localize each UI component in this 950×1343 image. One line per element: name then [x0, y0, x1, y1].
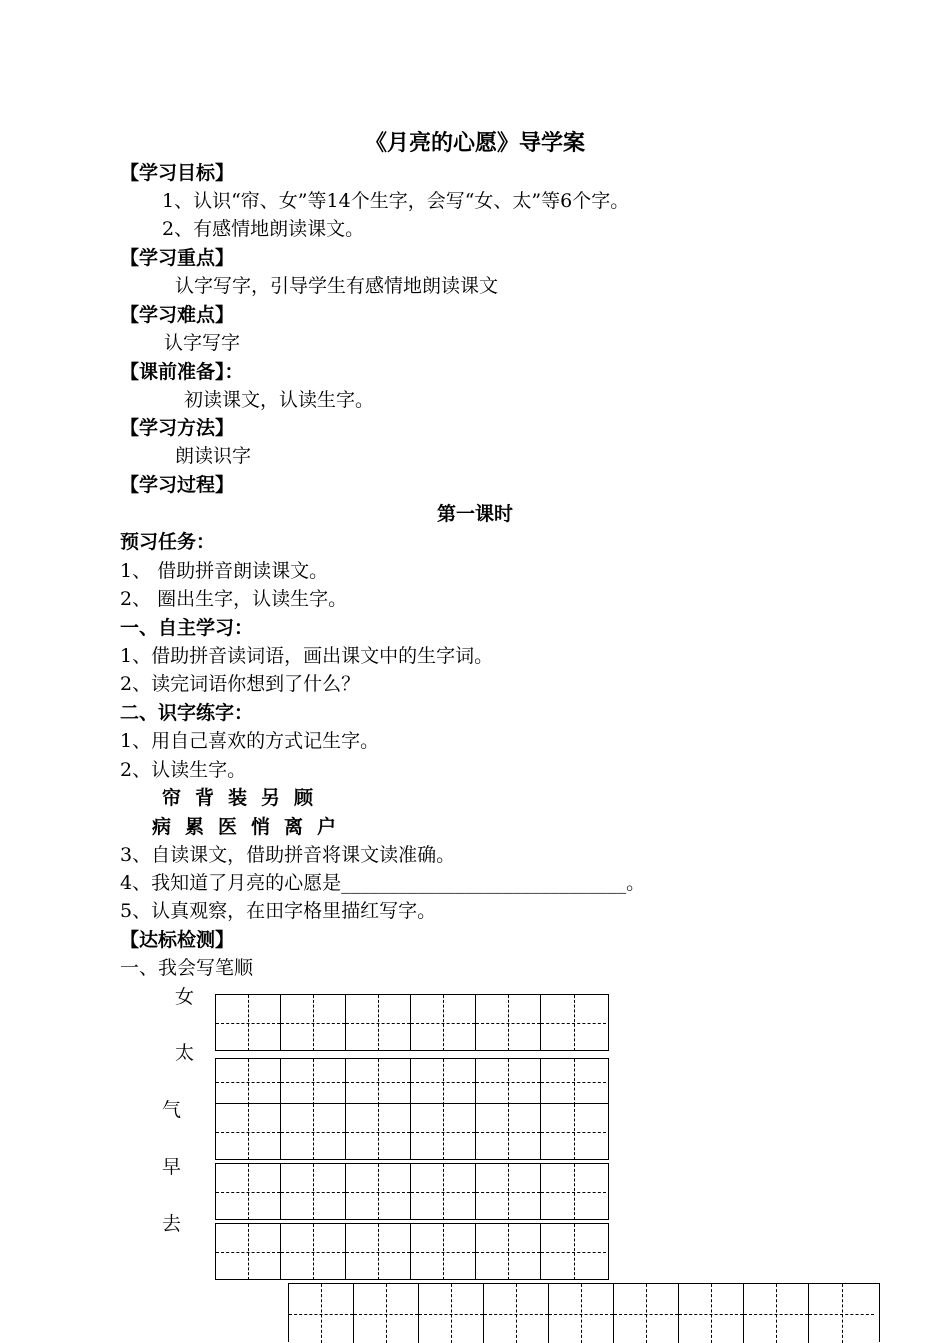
writing-grid-row[interactable] [215, 1058, 609, 1104]
writing-grid-row[interactable] [288, 1283, 880, 1342]
practice-char-label: 太 [175, 1042, 195, 1064]
writing-grid-row[interactable] [215, 1103, 609, 1160]
new-chars-row-1: 帘背装另顾 [162, 787, 328, 809]
preview-heading: 预习任务： [120, 531, 216, 553]
process-heading: 【学习过程】 [120, 474, 235, 496]
grid-cell[interactable] [281, 1164, 346, 1220]
grid-cell[interactable] [346, 1059, 411, 1105]
literacy-item-5: 5、认真观察，在田字格里描红写字。 [120, 900, 437, 922]
lesson-heading: 第一课时 [436, 503, 513, 525]
prep-heading: 【课前准备】： [120, 361, 244, 383]
grid-cell[interactable] [614, 1284, 679, 1343]
writing-grid-row[interactable] [215, 1163, 609, 1220]
grid-cell[interactable] [411, 1059, 476, 1105]
grid-cell[interactable] [476, 1224, 541, 1280]
grid-cell[interactable] [541, 1224, 606, 1280]
literacy-item-4: 4、我知道了月亮的心愿是______________________________。 [120, 872, 646, 894]
grid-cell[interactable] [744, 1284, 809, 1343]
grid-cell[interactable] [216, 1059, 281, 1105]
grid-cell[interactable] [476, 1059, 541, 1105]
check-heading: 【达标检测】 [120, 929, 235, 951]
goal-1: 1、认识“帘、女”等14个生字，会写“女、太”等6个字。 [162, 190, 630, 212]
new-chars-row-2: 病累医悄离户 [152, 816, 351, 838]
writing-grid-row[interactable] [215, 994, 609, 1051]
grid-cell[interactable] [679, 1284, 744, 1343]
grid-cell[interactable] [411, 1224, 476, 1280]
grid-cell[interactable] [476, 1164, 541, 1220]
stroke-order-heading: 一、我会写笔顺 [120, 957, 254, 979]
practice-char-label: 早 [162, 1156, 182, 1178]
grid-cell[interactable] [281, 1059, 346, 1105]
literacy-heading: 二、识字练字： [120, 702, 254, 724]
preview-item-2: 2、 圈出生字，认读生字。 [120, 588, 348, 610]
grid-cell[interactable] [411, 1164, 476, 1220]
grid-cell[interactable] [216, 1164, 281, 1220]
prep-text: 初读课文，认读生字。 [184, 389, 375, 411]
difficulty-text: 认字写字 [164, 332, 241, 354]
grid-cell[interactable] [541, 1104, 606, 1160]
grid-cell[interactable] [346, 1164, 411, 1220]
grid-cell[interactable] [419, 1284, 484, 1343]
self-study-item-1: 1、借助拼音读词语，画出课文中的生字词。 [120, 645, 494, 667]
difficulty-heading: 【学习难点】 [120, 304, 235, 326]
grid-cell[interactable] [281, 995, 346, 1051]
grid-cell[interactable] [216, 995, 281, 1051]
practice-char-label: 女 [175, 986, 195, 1008]
grid-cell[interactable] [484, 1284, 549, 1343]
grid-cell[interactable] [549, 1284, 614, 1343]
practice-char-label: 去 [162, 1213, 182, 1235]
literacy-item-1: 1、用自己喜欢的方式记生字。 [120, 730, 380, 752]
grid-cell[interactable] [354, 1284, 419, 1343]
grid-cell[interactable] [281, 1104, 346, 1160]
literacy-item-2: 2、认读生字。 [120, 759, 247, 781]
method-heading: 【学习方法】 [120, 417, 235, 439]
grid-cell[interactable] [289, 1284, 354, 1343]
preview-item-1: 1、 借助拼音朗读课文。 [120, 560, 329, 582]
method-text: 朗读识字 [175, 445, 252, 467]
grid-cell[interactable] [809, 1284, 874, 1343]
page-title: 《月亮的心愿》导学案 [364, 131, 585, 156]
goal-2: 2、有感情地朗读课文。 [162, 218, 365, 240]
practice-char-label: 气 [162, 1099, 182, 1121]
grid-cell[interactable] [476, 995, 541, 1051]
literacy-item-3: 3、自读课文，借助拼音将课文读准确。 [120, 844, 456, 866]
grid-cell[interactable] [541, 995, 606, 1051]
key-heading: 【学习重点】 [120, 247, 235, 269]
grid-cell[interactable] [541, 1164, 606, 1220]
grid-cell[interactable] [411, 995, 476, 1051]
grid-cell[interactable] [346, 1104, 411, 1160]
grid-cell[interactable] [541, 1059, 606, 1105]
grid-cell[interactable] [476, 1104, 541, 1160]
writing-grid-row[interactable] [215, 1223, 609, 1280]
goals-heading: 【学习目标】 [120, 162, 235, 184]
grid-cell[interactable] [216, 1224, 281, 1280]
grid-cell[interactable] [411, 1104, 476, 1160]
grid-cell[interactable] [281, 1224, 346, 1280]
self-study-item-2: 2、读完词语你想到了什么？ [120, 673, 361, 695]
grid-cell[interactable] [346, 1224, 411, 1280]
grid-cell[interactable] [346, 995, 411, 1051]
grid-cell[interactable] [216, 1104, 281, 1160]
key-text: 认字写字，引导学生有感情地朗读课文 [175, 275, 499, 297]
self-study-heading: 一、自主学习： [120, 617, 254, 639]
